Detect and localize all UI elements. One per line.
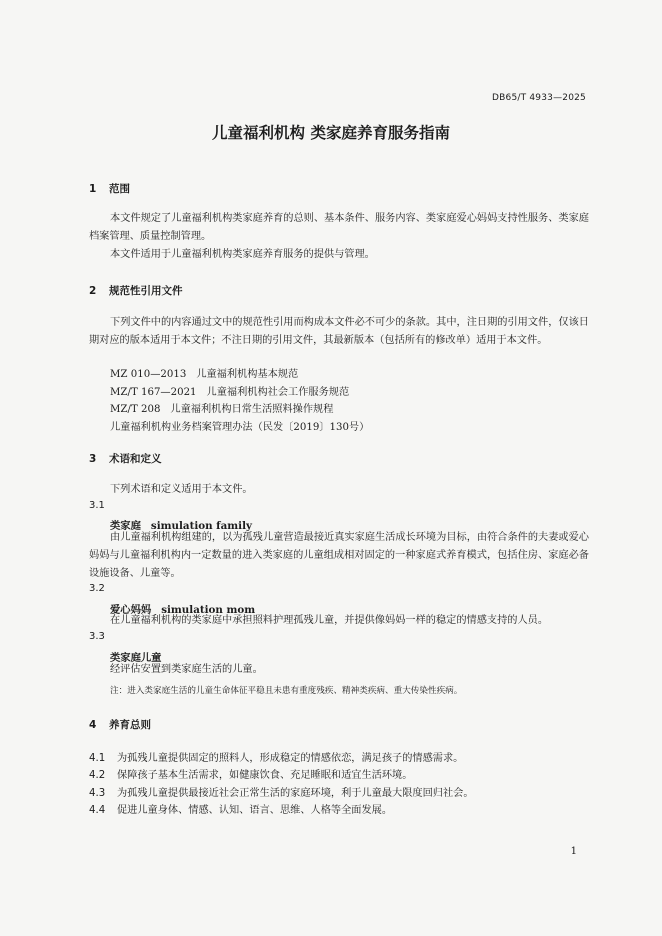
section-1-title: 范围 <box>109 183 130 195</box>
item-number: 4.1 <box>89 753 106 764</box>
reference-code: MZ/T 167—2021 <box>110 387 197 398</box>
item-text: 为孤残儿童提供固定的照料人，形成稳定的情感依恋，满足孩子的情感需求。 <box>117 753 464 764</box>
item-number: 4.4 <box>89 805 106 816</box>
section-2-number: 2 <box>89 285 97 297</box>
reference-item <box>110 418 369 433</box>
term-en: simulation family <box>150 520 252 532</box>
section-1-heading <box>89 181 130 196</box>
list-item <box>89 801 392 816</box>
term-note: 注：进入类家庭生活的儿童生命体征平稳且未患有重度残疾、精神类疾病、重大传染性疾病。 <box>110 686 463 696</box>
standard-code: DB65/T 4933—2025 <box>492 93 586 103</box>
section-4-heading <box>89 717 151 732</box>
term-number: 3.1 <box>89 500 105 511</box>
section-1-paragraph-2: 本文件适用于儿童福利机构类家庭养育服务的提供与管理。 <box>110 249 375 260</box>
page-number: 1 <box>570 846 577 857</box>
section-3-number: 3 <box>89 453 97 465</box>
item-text: 促进儿童身体、情感、认知、语言、思维、人格等全面发展。 <box>117 805 393 816</box>
reference-item <box>110 365 298 380</box>
reference-code: MZ 010—2013 <box>110 369 187 380</box>
list-item <box>89 749 463 764</box>
term-number: 3.3 <box>89 631 105 642</box>
term-en: simulation mom <box>161 604 256 616</box>
section-4-title: 养育总则 <box>109 719 151 731</box>
term-definition: 经评估安置到类家庭生活的儿童。 <box>110 664 263 675</box>
reference-name: 儿童福利机构社会工作服务规范 <box>206 387 350 398</box>
section-3-title: 术语和定义 <box>109 453 162 465</box>
section-2-intro: 下列文件中的内容通过文中的规范性引用而构成本文件必不可少的条款。其中，注日期的引用文件，仅该日期对应的版本适用于本文件；不注日期的引用文件，其最新版本（包括所有的修改单）适用于本文件。 <box>89 317 589 346</box>
section-3-intro: 下列术语和定义适用于本文件。 <box>110 484 253 495</box>
term-definition: 在儿童福利机构的类家庭中承担照料护理孤残儿童，并提供像妈妈一样的稳定的情感支持的人员。 <box>110 615 549 626</box>
reference-name: 儿童福利机构日常生活照料操作规程 <box>170 404 334 415</box>
item-number: 4.2 <box>89 770 106 781</box>
section-3-heading <box>89 451 162 466</box>
term-number: 3.2 <box>89 583 105 594</box>
term-zh: 类家庭 <box>110 520 141 532</box>
term-zh: 类家庭儿童 <box>110 652 162 664</box>
list-item <box>89 784 474 799</box>
section-4-number: 4 <box>89 719 97 731</box>
reference-code: MZ/T 208 <box>110 404 161 415</box>
reference-name: 儿童福利机构基本规范 <box>196 369 299 380</box>
reference-item <box>110 383 349 398</box>
item-text: 保障孩子基本生活需求，如健康饮食、充足睡眠和适宜生活环境。 <box>117 770 413 781</box>
term-definition: 由儿童福利机构组建的，以为孤残儿童营造最接近真实家庭生活成长环境为目标，由符合条件的夫妻或爱心妈妈与儿童福利机构内一定数量的进入类家庭的儿童组成相对固定的一种家庭式养育模式，包括住房、家庭必备设施设备、儿童等。 <box>89 532 589 579</box>
document-title: 儿童福利机构 类家庭养育服务指南 <box>212 124 450 142</box>
section-1-number: 1 <box>89 183 97 195</box>
list-item <box>89 766 412 781</box>
section-2-title: 规范性引用文件 <box>109 285 183 297</box>
item-number: 4.3 <box>89 788 106 799</box>
section-1-paragraph-1: 本文件规定了儿童福利机构类家庭养育的总则、基本条件、服务内容、类家庭爱心妈妈支持性服务、类家庭档案管理、质量控制管理。 <box>89 213 589 242</box>
reference-item <box>110 400 333 415</box>
item-text: 为孤残儿童提供最接近社会正常生活的家庭环境，利于儿童最大限度回归社会。 <box>117 788 474 799</box>
term-zh: 爱心妈妈 <box>110 604 152 616</box>
section-2-heading <box>89 283 183 298</box>
reference-name: 儿童福利机构业务档案管理办法（民发〔2019〕130号） <box>110 422 370 433</box>
